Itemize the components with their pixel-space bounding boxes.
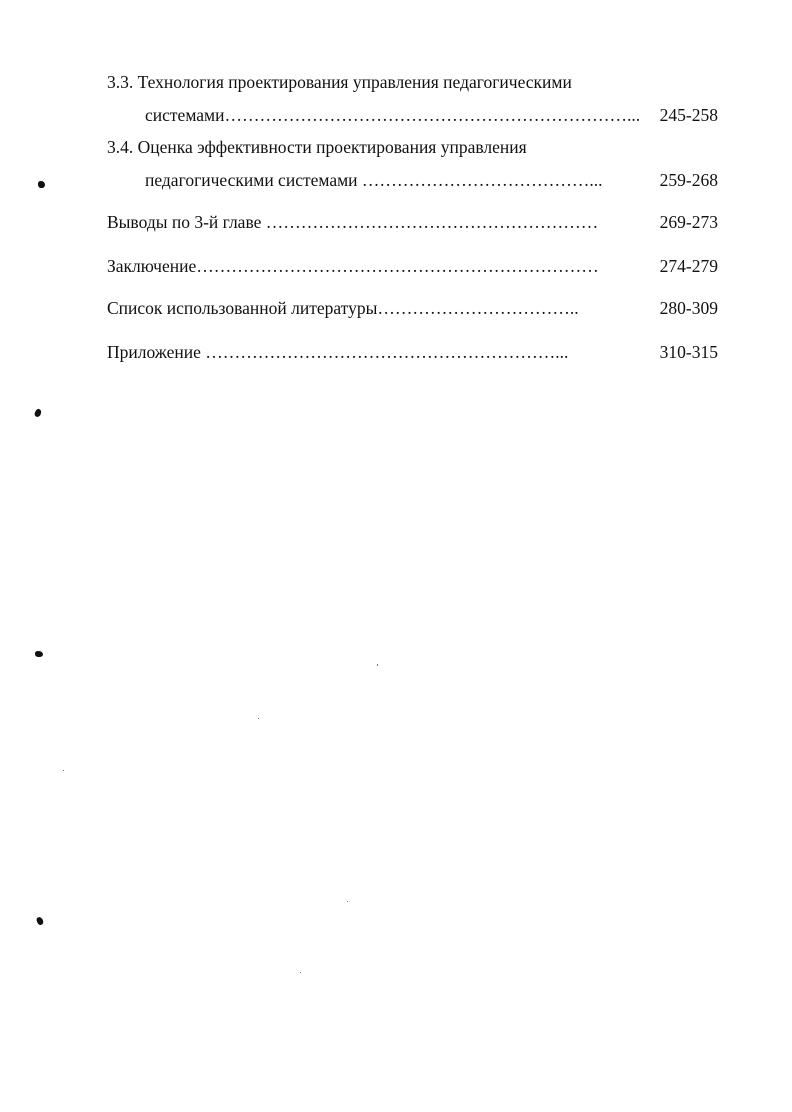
scan-mark bbox=[36, 916, 44, 926]
toc-entry-conclusions-pages: 269-273 bbox=[659, 212, 718, 232]
toc-entry-3-4-title-line2: педагогическими системами …………………………………... bbox=[145, 170, 603, 190]
toc-entry-final-conclusion-title: Заключение…………………………………………………………… bbox=[107, 256, 599, 276]
toc-entry-appendix-pages: 310-315 bbox=[659, 342, 718, 362]
scan-speck bbox=[63, 770, 64, 771]
toc-entry-3-4-title-line1: 3.4. Оценка эффективности проектирования управления bbox=[107, 137, 527, 157]
scan-mark bbox=[35, 651, 43, 657]
toc-entry-conclusions-title: Выводы по 3-й главе ………………………………………………… bbox=[107, 212, 599, 232]
toc-entry-appendix-title: Приложение ……………………………………………………... bbox=[107, 342, 569, 362]
scan-speck bbox=[377, 664, 378, 666]
scan-mark bbox=[38, 181, 45, 188]
toc-entry-3-3-title-line2: системами……………………………………………………………... bbox=[145, 105, 641, 125]
scan-mark bbox=[33, 408, 42, 418]
toc-entry-references-pages: 280-309 bbox=[659, 298, 718, 318]
scan-speck bbox=[258, 718, 259, 719]
toc-entry-3-3-pages: 245-258 bbox=[659, 105, 718, 125]
toc-entry-3-3-title-line1: 3.3. Технология проектирования управления педагогическими bbox=[107, 72, 572, 92]
toc-entry-final-conclusion-pages: 274-279 bbox=[659, 256, 718, 276]
toc-entry-3-4-pages: 259-268 bbox=[659, 170, 718, 190]
scan-speck bbox=[300, 972, 301, 973]
toc-entry-references-title: Список использованной литературы…………………………….. bbox=[107, 298, 579, 318]
scan-speck bbox=[347, 901, 348, 902]
